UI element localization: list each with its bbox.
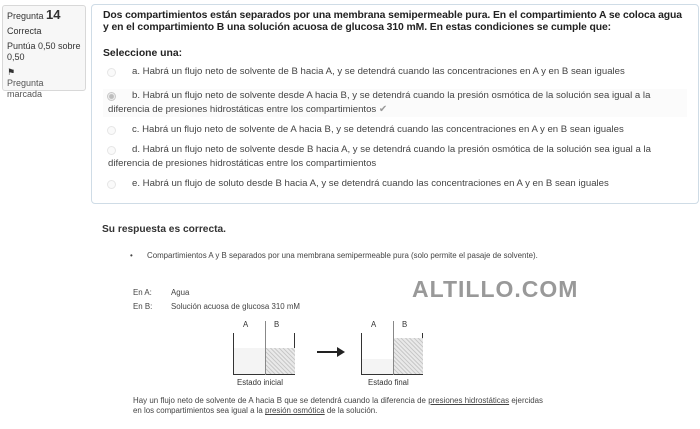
state-initial-label: Estado inicial xyxy=(237,378,283,387)
option-e[interactable] xyxy=(103,177,687,191)
flag-icon: ⚑ xyxy=(7,67,16,77)
option-b-radio[interactable] xyxy=(107,92,116,101)
answer-options xyxy=(103,65,687,191)
option-a-radio[interactable] xyxy=(107,68,116,77)
beaker-initial xyxy=(233,333,295,375)
flag-question[interactable] xyxy=(7,67,81,100)
question-score: Puntúa 0,50 sobre 0,50 xyxy=(7,41,81,62)
solution-initial xyxy=(266,348,295,374)
answer-prompt: Seleccione una: xyxy=(103,48,183,59)
bullet-icon: • xyxy=(130,251,133,260)
compartment-a-content: En A: Agua xyxy=(133,288,190,297)
flag-label: Pregunta marcada xyxy=(7,78,44,99)
option-d-label: d. Habrá un flujo neto de solvente desde B hacia A, y se detendrá cuando la presión osmótica de la solución sea igual a la diferencia de presiones hidrostáticas entre los compartimientos xyxy=(108,144,651,169)
option-e-label: e. Habrá un flujo de soluto desde B hacia A, y se detendrá cuando las concentraciones en A y en B sean iguales xyxy=(132,178,609,189)
label-a-initial: A xyxy=(243,320,249,329)
option-d-radio[interactable] xyxy=(107,146,116,155)
option-b[interactable] xyxy=(103,89,687,117)
beaker-final xyxy=(361,333,423,375)
solution-final xyxy=(394,338,423,374)
feedback-title: Su respuesta es correcta. xyxy=(102,224,227,235)
feedback-bullet: • Compartimientos A y B separados por una membrana semipermeable pura (solo permite el pasaje de solvente). xyxy=(130,251,538,260)
water-initial xyxy=(234,348,265,374)
option-c[interactable] xyxy=(103,123,687,137)
option-a-label: a. Habrá un flujo neto de solvente de B hacia A, y se detendrá cuando las concentraciones en A y en B sean iguales xyxy=(132,66,625,77)
arrow-head-icon xyxy=(337,347,345,357)
option-b-label: b. Habrá un flujo neto de solvente desde A hacia B, y se detendrá cuando la presión osmótica de la solución sea igual a la diferencia de presiones hidrostáticas entre los compartimientos xyxy=(108,90,651,115)
arrow-icon xyxy=(317,351,339,353)
watermark: ALTILLO.COM xyxy=(412,276,579,302)
check-icon: ✔ xyxy=(378,104,388,115)
option-e-radio[interactable] xyxy=(107,180,116,189)
feedback-conclusion: Hay un flujo neto de solvente de A hacia B que se detendrá cuando la diferencia de presiones hidrostáticas ejercidas en los compartimientos sea igual a la presión osmótica de la solución. xyxy=(133,396,543,416)
label-b-final: B xyxy=(402,320,408,329)
label-b-initial: B xyxy=(274,320,280,329)
question-content xyxy=(91,4,699,204)
option-a[interactable] xyxy=(103,65,687,79)
state-final-label: Estado final xyxy=(368,378,409,387)
question-number: Pregunta 14 xyxy=(7,7,61,22)
question-text: Dos compartimientos están separados por una membrana semipermeable pura. En el compartimiento A se coloca agua y en el compartimiento B una solución acuosa de glucosa 310 mM. En estas condiciones se cumple que: xyxy=(103,10,682,33)
option-c-radio[interactable] xyxy=(107,126,116,135)
label-a-final: A xyxy=(371,320,377,329)
question-info-box xyxy=(2,5,86,99)
option-c-label: c. Habrá un flujo neto de solvente de A hacia B, y se detendrá cuando las concentraciones en A y en B sean iguales xyxy=(132,124,624,135)
option-d[interactable] xyxy=(103,143,687,171)
osmosis-diagram xyxy=(225,320,437,390)
water-final xyxy=(362,359,393,374)
question-status: Correcta xyxy=(7,26,42,36)
compartment-b-content: En B: Solución acuosa de glucosa 310 mM xyxy=(133,302,300,311)
